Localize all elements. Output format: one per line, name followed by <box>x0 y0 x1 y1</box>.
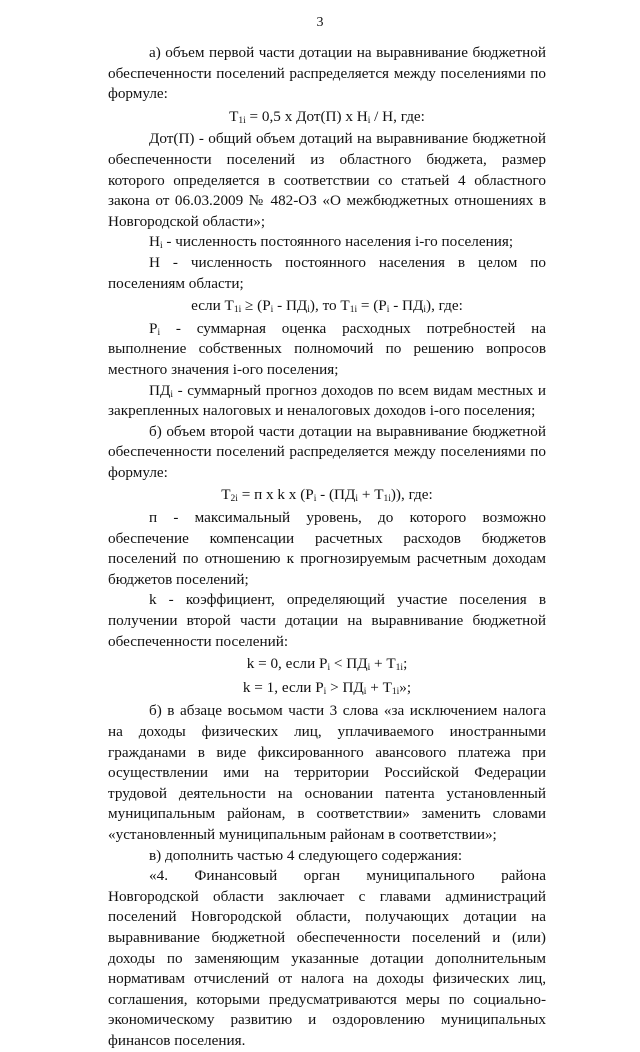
paragraph-b: б) объем второй части дотации на выравнивание бюджетной обеспеченности поселений распределяется между поселениями по формуле: <box>108 422 546 481</box>
formula-t2: $Т_{2i} = п$ х k х $(Р_i - (ПД_i + Т_{1i}))$, где: <box>221 486 433 505</box>
formula-k1: k = 1, если $Р_i > ПД_i + Т_{1i}$»; <box>242 678 412 697</box>
formula-condition: если $Т_{1i} \ge (Р_i - ПД_i)$, то $Т_{1i} = (Р_i - ПД_i)$, где: <box>191 297 463 316</box>
paragraph-b2: б) в абзаце восьмом части 3 слова «за исключением налога на доходы физических лиц, уплачиваемого иностранными гражданами в виде фиксированного авансового платежа при осуществлении ими на территории Российской Федерации трудовой деятельности на основании патента установленный муниципальным районам, в соответствии» заменить словами «установленный муниципальным районам в соответствии»; <box>108 702 546 843</box>
document-body <box>108 43 546 1052</box>
definition-h: Н - численность постоянного населения в целом по поселениям области; <box>108 253 546 292</box>
formula-k0: k = 0, если $Р_i < ПД_i + Т_{1i}$; <box>246 655 408 674</box>
definition-pi: $Р_i$ - суммарная оценка расходных потребностей на выполнение собственных полномочий по решению вопросов местного значения i-ого поселения; <box>108 319 546 378</box>
formula-t1: $Т_{1i} = 0,5$ х Дот(П) х $Н_i$ / Н, где: <box>229 107 425 126</box>
paragraph-part4: «4. Финансовый орган муниципального района Новгородской области заключает с главами администраций поселений Новгородской области, получающих дотации на выравнивание бюджетной обеспеченности поселений и (или) доходы по заменяющим указанные дотации дополнительным нормативам отчислений от налога на доходы физических лиц, соглашения, которыми предусматриваются меры по социально-экономическому развитию и оздоровлению муниципальных финансов поселения. <box>108 867 546 1049</box>
definition-dot: Дот(П) - общий объем дотаций на выравнивание бюджетной обеспеченности поселений из областного бюджета, размер которого определяется в соответствии со статьей 4 областного закона от 06.03.2009 № 482-ОЗ «О межбюджетных отношениях в Новгородской области»; <box>108 130 546 230</box>
page-number: 3 <box>316 15 324 30</box>
definition-pdi: $ПД_i$ - суммарный прогноз доходов по всем видам местных и закрепленных налоговых и неналоговых доходов i-ого поселения; <box>108 381 546 420</box>
definition-hi: $Н_i$ - численность постоянного населения i-го поселения; <box>149 233 514 252</box>
paragraph-a: а) объем первой части дотации на выравнивание бюджетной обеспеченности поселений распределяется между поселениями по формуле: <box>108 44 546 103</box>
definition-k: k - коэффициент, определяющий участие поселения в получении второй части дотации на выравнивание бюджетной обеспеченности поселений: <box>108 591 546 650</box>
definition-n: п - максимальный уровень, до которого возможно обеспечение компенсации расчетных расходов бюджетов поселений по отношению к прогнозируемым расчетным доходам бюджетов поселений; <box>108 509 546 588</box>
paragraph-v: в) дополнить частью 4 следующего содержания: <box>149 846 463 864</box>
